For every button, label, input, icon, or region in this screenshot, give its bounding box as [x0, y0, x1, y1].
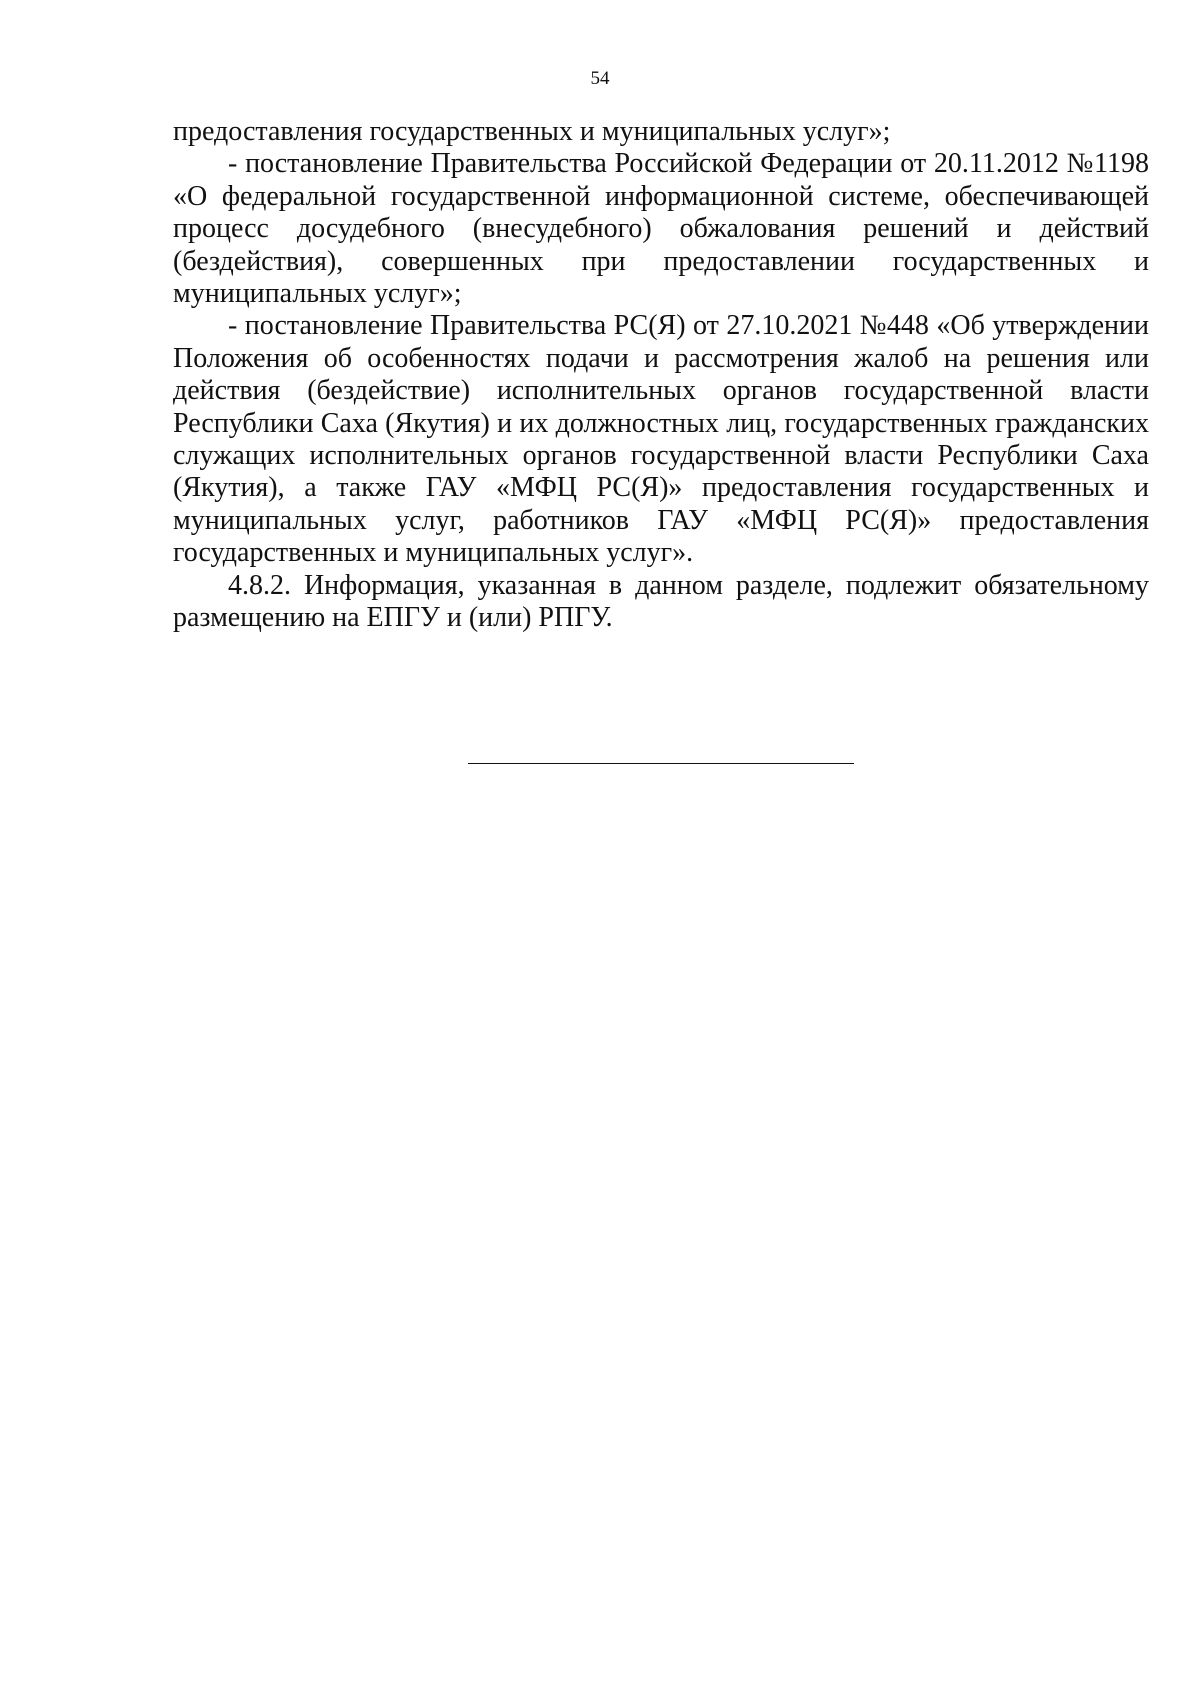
- paragraph-section-4-8-2: 4.8.2. Информация, указанная в данном разделе, подлежит обязательному размещению на ЕПГУ и (или) РПГУ.: [173, 569, 1149, 634]
- paragraph-decree-448: - постановление Правительства РС(Я) от 27.10.2021 №448 «Об утверждении Положения об особенностях подачи и рассмотрения жалоб на решения или действия (бездействие) исполнительных органов государственной власти Республики Саха (Якутия) и их должностных лиц, государственных гражданских служащих исполнительных органов государственной власти Республики Саха (Якутия), а также ГАУ «МФЦ РС(Я)» предоставления государственных и муниципальных услуг, работников ГАУ «МФЦ РС(Я)» предоставления государственных и муниципальных услуг».: [173, 310, 1149, 569]
- end-divider-line: [468, 763, 854, 764]
- paragraph-decree-1198: - постановление Правительства Российской Федерации от 20.11.2012 №1198 «О федеральной государственной информационной системе, обеспечивающей процесс досудебного (внесудебного) обжалования решений и действий (бездействия), совершенных при предоставлении государственных и муниципальных услуг»;: [173, 148, 1149, 310]
- page-number: 54: [590, 68, 610, 89]
- document-body: [173, 116, 1149, 635]
- paragraph-continuation: предоставления государственных и муниципальных услуг»;: [173, 116, 891, 147]
